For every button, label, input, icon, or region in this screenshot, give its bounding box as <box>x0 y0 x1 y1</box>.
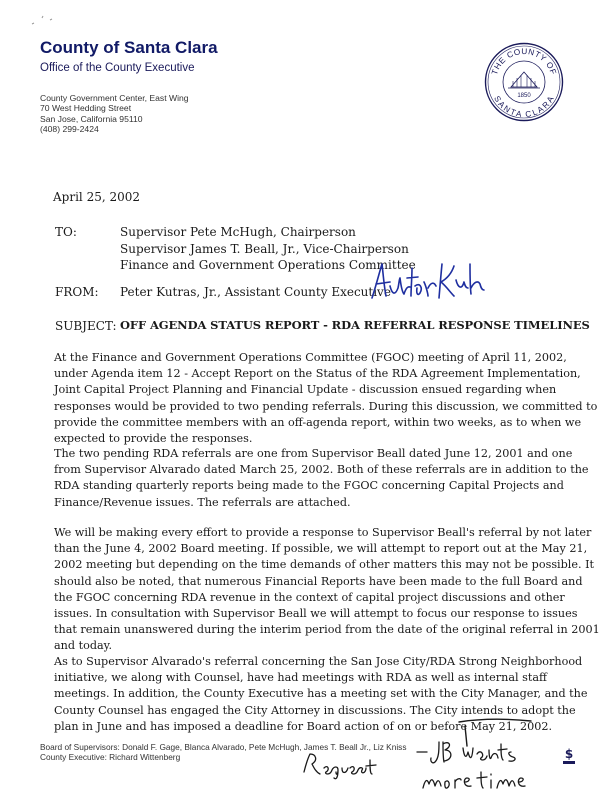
address-line: (408) 299-2424 <box>40 124 99 135</box>
body-paragraph: At the Finance and Government Operations Committee (FGOC) meeting of April 11, 2002, under Agenda item 12 - Accept Report on the Status of the RDA Agreement Implementation, Joint Capital Project Planning and Financial Update - discussion ensued regarding when responses would be provided to two pending referrals. During this discussion, we committed to provide the committee members with an off-agenda report, within two weeks, as to when we expected to provide the responses. <box>54 351 598 446</box>
subject-line: OFF AGENDA STATUS REPORT - RDA REFERRAL RESPONSE TIMELINES <box>120 318 590 332</box>
handwritten-note-jb-wants-more-time <box>415 736 535 798</box>
office-address <box>40 93 189 135</box>
to-label: TO: <box>55 225 77 239</box>
scan-artifact <box>30 10 70 30</box>
county-seal <box>484 42 564 122</box>
seal-year: 1850 <box>517 93 531 99</box>
body-paragraph: The two pending RDA referrals are one from Supervisor Beall dated June 12, 2001 and one from Supervisor Alvarado dated March 25, 2002. Both of these referrals are in addition to the RDA standing quarterly reports being made to the FGOC concerning Capital Projects and Finance/Revenue issues. The referrals are attached. <box>54 447 589 509</box>
office-name: Office of the County Executive <box>40 62 195 74</box>
from-name: Peter Kutras, Jr., Assistant County Executive <box>120 285 391 299</box>
subject-label: SUBJECT: <box>55 319 117 333</box>
address-line: County Government Center, East Wing <box>40 93 189 103</box>
recipient-line: Finance and Government Operations Committee <box>120 258 416 272</box>
body-paragraph: We will be making every effort to provide a response to Supervisor Beall's referral by not later than the June 4, 2002 Board meeting. If possible, we will attempt to report out at the May 21, 2002 meeting but depending on the time demands of other matters this may not be possible. It should also be noted, that numerous Financial Reports have been made to the full Board and the FGOC concerning RDA revenue in the context of capital project discussions and other issues. In consultation with Supervisor Beall we will attempt to focus our response to issues that remain unanswered during the interim period from the date of the original referral in 2001 and today. <box>54 526 600 653</box>
seal-bottom-text: SANTA CLARA <box>492 94 556 120</box>
address-line: 70 West Hedding Street <box>40 103 132 114</box>
address-line: San Jose, California 95110 <box>40 113 143 124</box>
from-label: FROM: <box>55 285 99 299</box>
organization-name: County of Santa Clara <box>40 38 218 57</box>
footer-board: Board of Supervisors: Donald F. Gage, Blanca Alvarado, Pete McHugh, James T. Beall Jr., Liz Kniss <box>40 742 407 752</box>
print-mark-icon <box>560 746 578 768</box>
recipient-line: Supervisor James T. Beall, Jr., Vice-Chairperson <box>120 241 409 256</box>
handwritten-note-request <box>300 750 380 780</box>
seal-top-text: THE COUNTY OF <box>490 46 558 77</box>
svg-text:$: $ <box>564 747 574 761</box>
memo-date: April 25, 2002 <box>53 190 141 204</box>
recipient-line: Supervisor Pete McHugh, Chairperson <box>120 225 356 239</box>
footer-executive: County Executive: Richard Wittenberg <box>40 752 181 762</box>
body-paragraph: As to Supervisor Alvarado's referral concerning the San Jose City/RDA Strong Neighborhood initiative, we along with Counsel, have had meetings with RDA as well as internal staff meetings. In addition, the County Executive has a meeting set with the City Manager, and the County Counsel has engaged the City Attorney in discussions. The City intends to adopt the plan in June and has imposed a deadline for Board action of on or before May 21, 2002. <box>54 655 588 733</box>
handwritten-signature <box>368 258 488 308</box>
